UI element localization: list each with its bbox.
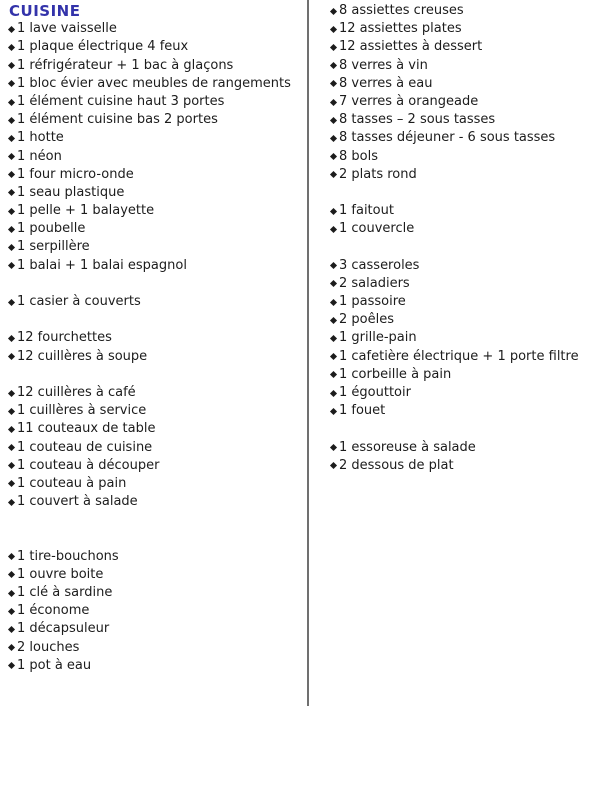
- list-item: [9, 220, 303, 238]
- list-item-text: 1 serpillère: [17, 239, 90, 255]
- blank-line: [331, 238, 599, 256]
- bullet-diamond-icon: [8, 98, 15, 105]
- list-item-text: 1 élément cuisine haut 3 portes: [17, 93, 225, 109]
- bullet-diamond-icon: [8, 353, 15, 360]
- list-item-text: 1 pot à eau: [17, 657, 92, 673]
- bullet-diamond-icon: [330, 208, 337, 215]
- list-item: [9, 457, 303, 475]
- list-item-text: 1 couvert à salade: [17, 494, 138, 510]
- bullet-diamond-icon: [8, 26, 15, 33]
- blank-line: [9, 366, 303, 384]
- blank-line: [331, 420, 599, 438]
- list-item: [331, 329, 599, 347]
- bullet-diamond-icon: [330, 80, 337, 87]
- list-item: [9, 620, 303, 638]
- list-item-text: 1 hotte: [17, 130, 64, 146]
- list-item: [9, 184, 303, 202]
- list-item-text: 1 seau plastique: [17, 184, 125, 200]
- list-item-text: 12 assiettes plates: [339, 21, 462, 37]
- list-item: [9, 75, 303, 93]
- list-item-text: 1 essoreuse à salade: [339, 439, 476, 455]
- list-item: [331, 111, 599, 129]
- list-item: [9, 639, 303, 657]
- bullet-diamond-icon: [8, 462, 15, 469]
- list-item: [331, 366, 599, 384]
- list-item: [9, 402, 303, 420]
- bullet-diamond-icon: [330, 153, 337, 160]
- bullet-diamond-icon: [8, 626, 15, 633]
- list-item-text: 1 balai + 1 balai espagnol: [17, 257, 187, 273]
- list-item: [9, 475, 303, 493]
- bullet-diamond-icon: [8, 244, 15, 251]
- list-item: [331, 129, 599, 147]
- list-item-text: 1 cuillères à service: [17, 403, 147, 419]
- bullet-diamond-icon: [330, 262, 337, 269]
- bullet-diamond-icon: [8, 62, 15, 69]
- left-item-list: [9, 20, 303, 675]
- list-item-text: 1 fouet: [339, 403, 386, 419]
- list-item-text: 1 four micro-onde: [17, 166, 134, 182]
- list-item: [9, 129, 303, 147]
- bullet-diamond-icon: [8, 608, 15, 615]
- bullet-diamond-icon: [8, 335, 15, 342]
- bullet-diamond-icon: [330, 44, 337, 51]
- page-title: CUISINE: [9, 2, 81, 20]
- list-item: [331, 148, 599, 166]
- bullet-diamond-icon: [8, 571, 15, 578]
- list-item-text: 1 décapsuleur: [17, 621, 110, 637]
- list-item-text: 3 casseroles: [339, 257, 420, 273]
- bullet-diamond-icon: [8, 153, 15, 160]
- list-item: [9, 548, 303, 566]
- list-item-text: 2 saladiers: [339, 275, 410, 291]
- bullet-diamond-icon: [8, 499, 15, 506]
- list-item-text: 1 lave vaisselle: [17, 21, 117, 37]
- bullet-diamond-icon: [8, 80, 15, 87]
- list-item: [331, 2, 599, 20]
- list-item: [331, 57, 599, 75]
- bullet-diamond-icon: [330, 8, 337, 15]
- list-item: [331, 202, 599, 220]
- bullet-diamond-icon: [8, 262, 15, 269]
- list-item-text: 1 couteau à découper: [17, 457, 160, 473]
- list-item-text: 2 poêles: [339, 312, 394, 328]
- list-item-text: 1 couteau à pain: [17, 475, 127, 491]
- list-item: [9, 293, 303, 311]
- bullet-diamond-icon: [330, 353, 337, 360]
- bullet-diamond-icon: [330, 444, 337, 451]
- bullet-diamond-icon: [8, 662, 15, 669]
- list-item: [9, 57, 303, 75]
- list-item-text: 1 faitout: [339, 203, 394, 219]
- blank-line: [9, 529, 303, 547]
- list-item-text: 1 tire-bouchons: [17, 548, 119, 564]
- bullet-diamond-icon: [8, 389, 15, 396]
- list-item-text: 1 pelle + 1 balayette: [17, 203, 155, 219]
- list-item: [331, 93, 599, 111]
- list-item-text: 1 corbeille à pain: [339, 366, 452, 382]
- bullet-diamond-icon: [330, 171, 337, 178]
- bullet-diamond-icon: [8, 226, 15, 233]
- list-item-text: 1 clé à sardine: [17, 585, 113, 600]
- list-item-text: 1 passoire: [339, 294, 406, 309]
- bullet-diamond-icon: [8, 171, 15, 178]
- bullet-diamond-icon: [8, 590, 15, 597]
- list-item-text: 1 réfrigérateur + 1 bac à glaçons: [17, 57, 234, 73]
- blank-line: [9, 275, 303, 293]
- list-item: [331, 38, 599, 56]
- list-item: [331, 220, 599, 238]
- list-item: [9, 238, 303, 256]
- bullet-diamond-icon: [330, 98, 337, 105]
- list-item: [9, 93, 303, 111]
- list-item-text: 1 ouvre boite: [17, 566, 104, 582]
- list-item: [9, 566, 303, 584]
- list-item: [9, 111, 303, 129]
- bullet-diamond-icon: [330, 335, 337, 342]
- list-item-text: 8 tasses – 2 sous tasses: [339, 112, 496, 128]
- list-item-text: 1 économe: [17, 603, 90, 619]
- bullet-diamond-icon: [8, 553, 15, 560]
- list-item-text: 1 néon: [17, 148, 62, 164]
- bullet-diamond-icon: [330, 317, 337, 324]
- list-item-text: 8 bols: [339, 148, 378, 164]
- list-item: [9, 602, 303, 620]
- list-item-text: 8 verres à vin: [339, 57, 428, 73]
- list-item: [9, 384, 303, 402]
- list-item-text: 8 tasses déjeuner - 6 sous tasses: [339, 130, 556, 146]
- list-item: [9, 38, 303, 56]
- bullet-diamond-icon: [330, 408, 337, 415]
- bullet-diamond-icon: [330, 299, 337, 306]
- blank-line: [331, 184, 599, 202]
- column-right: [331, 2, 599, 475]
- list-item: [9, 202, 303, 220]
- bullet-diamond-icon: [330, 26, 337, 33]
- list-item-text: 2 louches: [17, 639, 80, 655]
- list-item: [9, 20, 303, 38]
- column-divider-line: [307, 0, 309, 706]
- list-item: [9, 657, 303, 675]
- list-item-text: 12 fourchettes: [17, 330, 112, 346]
- list-item: [331, 275, 599, 293]
- list-item-text: 2 dessous de plat: [339, 457, 454, 473]
- list-item-text: 1 grille-pain: [339, 330, 417, 346]
- bullet-diamond-icon: [8, 426, 15, 433]
- list-item-text: 12 cuillères à café: [17, 384, 136, 400]
- bullet-diamond-icon: [8, 135, 15, 142]
- list-item: [9, 329, 303, 347]
- bullet-diamond-icon: [330, 371, 337, 378]
- list-item-text: 1 cafetière électrique + 1 porte filtre: [339, 348, 579, 364]
- list-item: [331, 257, 599, 275]
- list-item-text: 8 verres à eau: [339, 75, 433, 91]
- list-item: [331, 348, 599, 366]
- list-item-text: 1 couteau de cuisine: [17, 439, 153, 455]
- list-item-text: 8 assiettes creuses: [339, 3, 464, 18]
- bullet-diamond-icon: [330, 280, 337, 287]
- list-item-text: 1 élément cuisine bas 2 portes: [17, 112, 218, 128]
- list-item-text: 7 verres à orangeade: [339, 93, 479, 109]
- list-item: [331, 402, 599, 420]
- bullet-diamond-icon: [8, 208, 15, 215]
- bullet-diamond-icon: [8, 299, 15, 306]
- bullet-diamond-icon: [8, 117, 15, 124]
- bullet-diamond-icon: [330, 389, 337, 396]
- list-item: [9, 148, 303, 166]
- bullet-diamond-icon: [330, 135, 337, 142]
- list-item: [9, 439, 303, 457]
- blank-line: [9, 311, 303, 329]
- bullet-diamond-icon: [8, 408, 15, 415]
- list-item-text: 1 couvercle: [339, 221, 415, 237]
- list-item: [331, 311, 599, 329]
- list-item: [331, 166, 599, 184]
- list-item-text: 1 égouttoir: [339, 384, 411, 400]
- list-item: [331, 384, 599, 402]
- list-item: [9, 493, 303, 511]
- bullet-diamond-icon: [330, 117, 337, 124]
- list-item: [9, 166, 303, 184]
- bullet-diamond-icon: [8, 644, 15, 651]
- list-item-text: 12 assiettes à dessert: [339, 39, 483, 55]
- list-item: [9, 348, 303, 366]
- bullet-diamond-icon: [8, 44, 15, 51]
- bullet-diamond-icon: [330, 462, 337, 469]
- list-item-text: 1 plaque électrique 4 feux: [17, 39, 189, 55]
- list-item: [331, 75, 599, 93]
- list-item-text: 1 poubelle: [17, 221, 86, 237]
- right-item-list: [331, 2, 599, 475]
- bullet-diamond-icon: [8, 444, 15, 451]
- list-item-text: 11 couteaux de table: [17, 421, 156, 437]
- list-item: [9, 257, 303, 275]
- list-item: [9, 420, 303, 438]
- list-item-text: 12 cuillères à soupe: [17, 348, 148, 364]
- list-item: [331, 439, 599, 457]
- list-item: [331, 457, 599, 475]
- bullet-diamond-icon: [330, 62, 337, 69]
- column-left: [9, 2, 303, 675]
- list-item: [331, 293, 599, 311]
- list-item-text: 2 plats rond: [339, 166, 417, 182]
- bullet-diamond-icon: [8, 189, 15, 196]
- list-item: [331, 20, 599, 38]
- bullet-diamond-icon: [8, 480, 15, 487]
- list-item: [9, 584, 303, 602]
- bullet-diamond-icon: [330, 226, 337, 233]
- list-item-text: 1 casier à couverts: [17, 294, 141, 309]
- blank-line: [9, 511, 303, 529]
- list-item-text: 1 bloc évier avec meubles de rangements: [17, 75, 291, 91]
